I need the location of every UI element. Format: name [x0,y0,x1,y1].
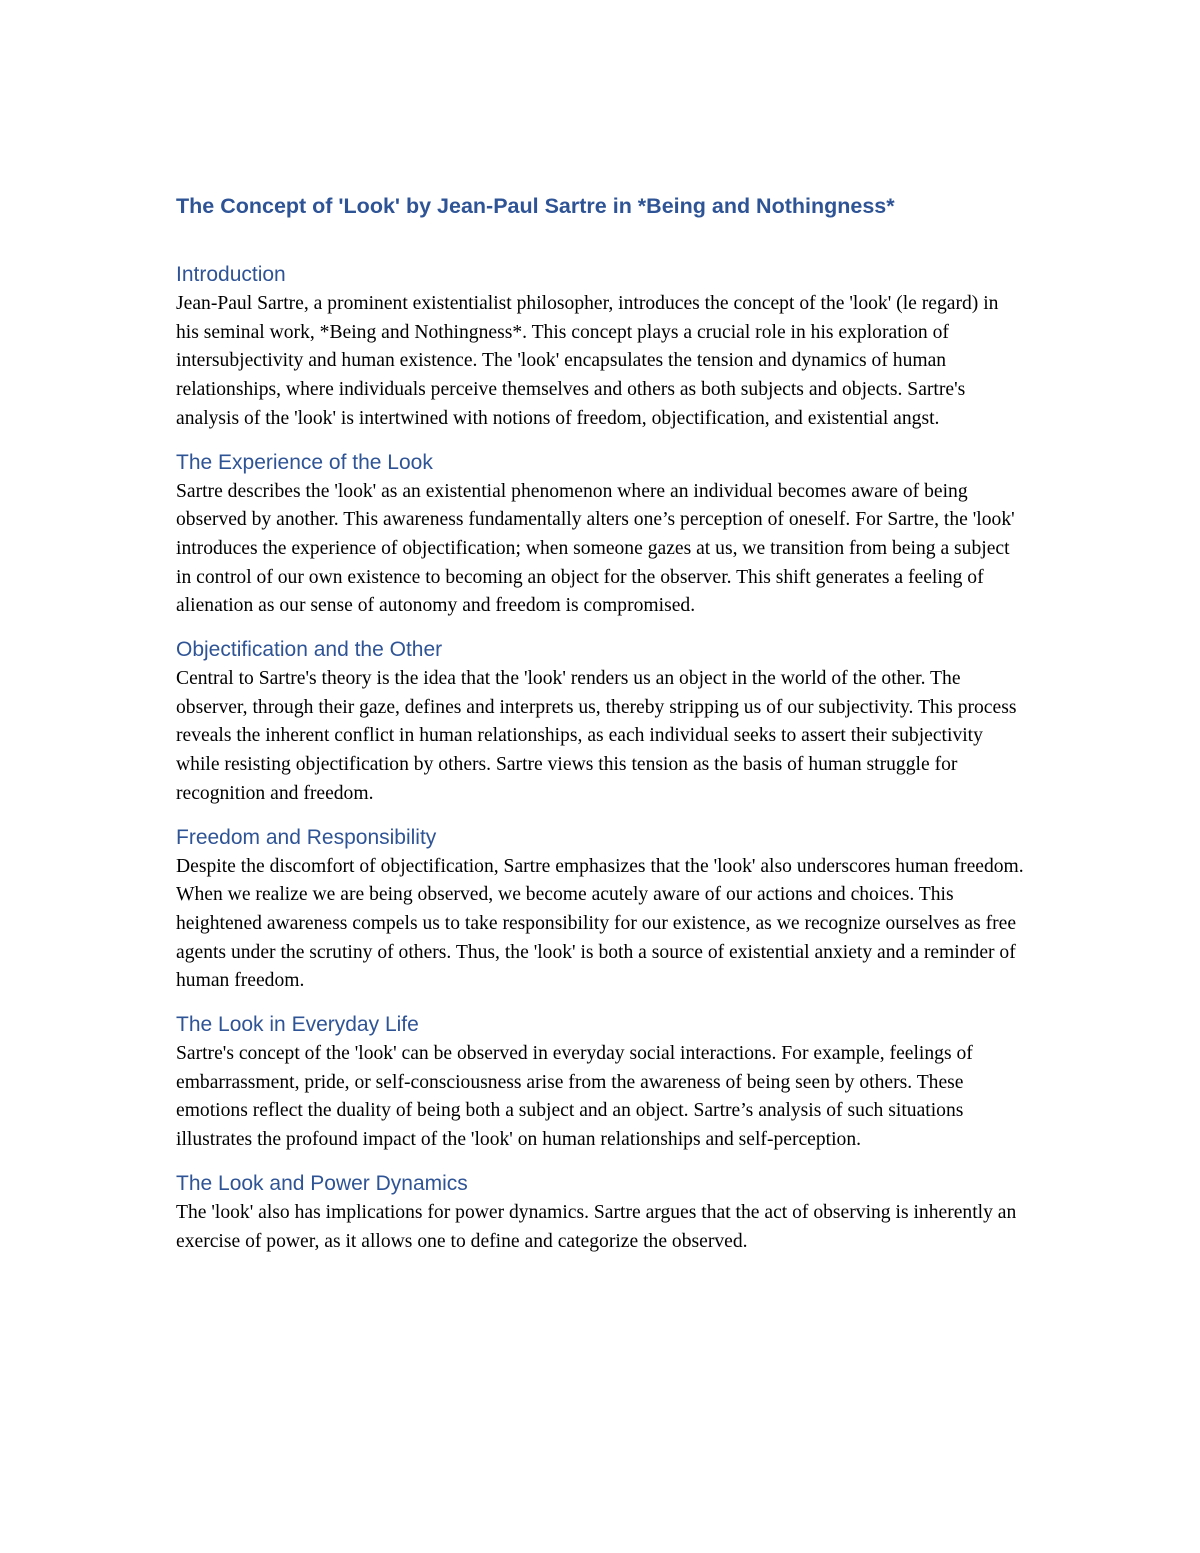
section-paragraph: Jean-Paul Sartre, a prominent existentialist philosopher, introduces the concept of the 'look' (le regard) in his seminal work, *Being and Nothingness*. This concept plays a crucial role in his exploration of intersubjectivity and human existence. The 'look' encapsulates the tension and dynamics of human relationships, where individuals perceive themselves and others as both subjects and objects. Sartre's analysis of the 'look' is intertwined with notions of freedom, objectification, and existential angst. [176,293,999,429]
section-paragraph: The 'look' also has implications for power dynamics. Sartre argues that the act of observing is inherently an exercise of power, as it allows one to define and categorize the observed. [176,1201,1017,1252]
section-look-in-everyday-life [176,1010,1024,1155]
section-heading: Introduction [176,263,286,286]
section-look-and-power-dynamics [176,1169,1024,1256]
section-paragraph: Sartre's concept of the 'look' can be observed in everyday social interactions. For example, feelings of embarrassment, pride, or self-consciousness arise from the awareness of being seen by others. These emotions reflect the duality of being both a subject and an object. Sartre’s analysis of such situations illustrates the profound impact of the 'look' on human relationships and self-perception. [176,1043,973,1151]
section-heading: The Look in Everyday Life [176,1013,419,1037]
document-page [176,190,1024,1270]
section-heading: Objectification and the Other [176,638,443,662]
section-freedom-and-responsibility [176,823,1024,997]
section-paragraph: Central to Sartre's theory is the idea that the 'look' renders us an object in the world of the other. The observer, through their gaze, defines and interprets us, thereby stripping us of our subjectivity. This process reveals the inherent conflict in human relationships, as each individual seeks to assert their subjectivity while resisting objectification by others. Sartre views this tension as the basis of human struggle for recognition and freedom. [176,668,1017,804]
section-experience-of-the-look [176,448,1024,622]
section-objectification-and-the-other [176,635,1024,809]
section-heading: Freedom and Responsibility [176,825,437,849]
section-introduction [176,260,1024,434]
section-heading: The Experience of the Look [176,450,433,474]
document-title: The Concept of 'Look' by Jean-Paul Sartre in *Being and Nothingness* [176,194,895,218]
section-paragraph: Despite the discomfort of objectification, Sartre emphasizes that the 'look' also underscores human freedom. When we realize we are being observed, we become acutely aware of our actions and choices. This heightened awareness compels us to take responsibility for our existence, as we recognize ourselves as free agents under the scrutiny of others. Thus, the 'look' is both a source of existential anxiety and a reminder of human freedom. [176,855,1024,992]
section-heading: The Look and Power Dynamics [176,1171,468,1195]
section-paragraph: Sartre describes the 'look' as an existential phenomenon where an individual becomes aware of being observed by another. This awareness fundamentally alters one’s perception of oneself. For Sartre, the 'look' introduces the experience of objectification; when someone gazes at us, we transition from being a subject in control of our own existence to becoming an object for the observer. This shift generates a feeling of alienation as our sense of autonomy and freedom is compromised. [176,480,1015,617]
